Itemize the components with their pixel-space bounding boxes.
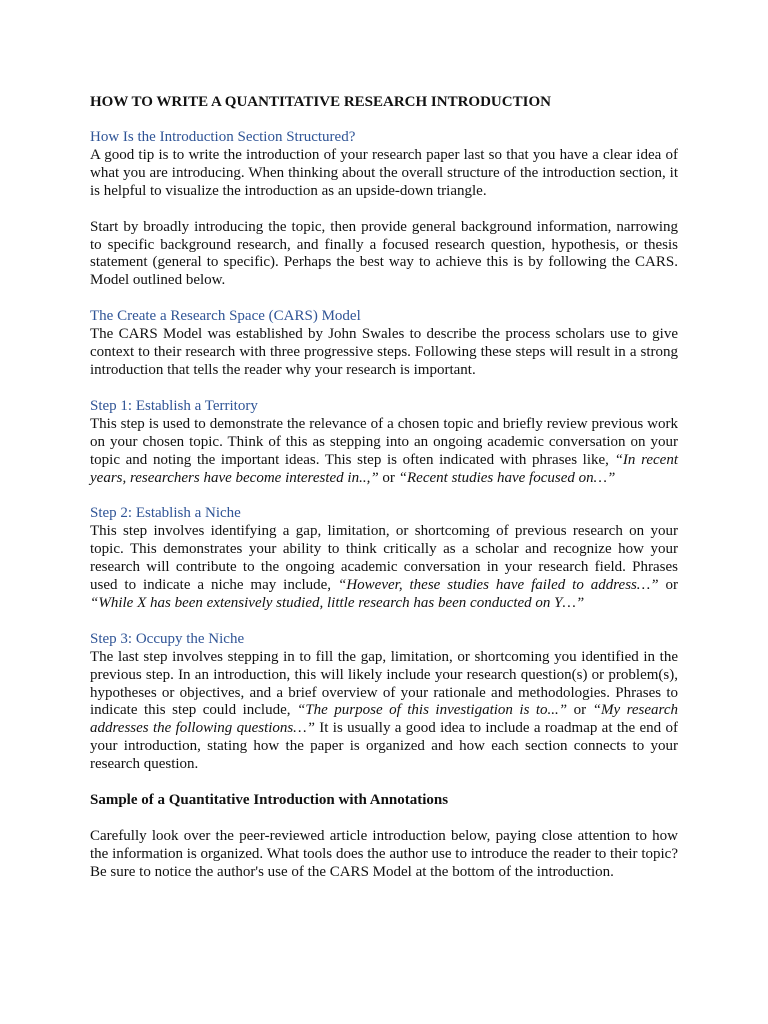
paragraph-structure-2: Start by broadly introducing the topic, then provide general background information, narrowing to specific background research, and finally a focused research question, hypothesis, or thesis statement (general to specific). Perhaps the best way to achieve this is by following the CARS. Model outlined below. [90, 218, 678, 289]
section-heading-structure: How Is the Introduction Section Structured? [90, 129, 356, 145]
paragraph-step3 [90, 649, 678, 774]
step3-text-c: It is usually a good idea to include a roadmap at the end of your introduction, stating how the paper is organized and how each section connects to your research question. [90, 720, 678, 773]
step2-quote-2: “While X has been extensively studied, little research has been conducted on Y…” [90, 594, 585, 611]
step3-quote-2: “My research addresses the following questions…” [90, 702, 678, 737]
paragraph-structure-1: A good tip is to write the introduction of your research paper last so that you have a clear idea of what you are introducing. When thinking about the overall structure of the introduction section, it is helpful to visualize the introduction as an upside-down triangle. [90, 146, 678, 199]
step3-quote-1: “The purpose of this investigation is to...” [296, 702, 568, 719]
paragraph-cars: The CARS Model was established by John Swales to describe the process scholars use to give context to their research with three progressive steps. Following these steps will result in a strong introduction that tells the reader why your research is important. [90, 326, 678, 378]
step2-text-b: or [658, 577, 678, 594]
step3-text-a: The last step involves stepping in to fill the gap, limitation, or shortcoming you identified in the previous step. In an introduction, this will likely include your research question(s) or problem(s), hypotheses or objectives, and a brief overview of your rationale and methodologies. Phrases to indicate this step could include, [90, 648, 678, 719]
step1-text-a: This step is used to demonstrate the relevance of a chosen topic and briefly review previous work on your chosen topic. Think of this as stepping into an ongoing academic conversation on your topic and noting the important ideas. This step is often indicated with phrases like, [90, 415, 678, 468]
step2-quote-1: “However, these studies have failed to address…” [338, 577, 659, 594]
paragraph-sample: Carefully look over the peer-reviewed article introduction below, paying close attention to how the information is organized. What tools does the author use to introduce the reader to their topic? Be sure to notice the author's use of the CARS Model at the bottom of the introduction. [90, 828, 678, 880]
paragraph-step1 [90, 416, 678, 488]
step1-text-b: or [378, 469, 399, 486]
section-heading-cars: The Create a Research Space (CARS) Model [90, 308, 361, 325]
step1-quote-2: “Recent studies have focused on…” [398, 469, 616, 486]
section-heading-step2: Step 2: Establish a Niche [90, 505, 241, 522]
step1-quote-1: “In recent years, researchers have become interested in..,” [90, 451, 678, 486]
page-title: HOW TO WRITE A QUANTITATIVE RESEARCH INTRODUCTION [90, 94, 551, 110]
section-heading-step3: Step 3: Occupy the Niche [90, 630, 245, 647]
section-heading-step1: Step 1: Establish a Territory [90, 397, 258, 414]
step3-text-b: or [567, 702, 593, 719]
paragraph-step2 [90, 523, 678, 613]
section-heading-sample: Sample of a Quantitative Introduction with Annotations [90, 792, 449, 809]
document-body [90, 93, 678, 900]
step2-text-a: This step involves identifying a gap, limitation, or shortcoming of previous research on your topic. This demonstrates your ability to think critically as a scholar and recognize how your research will contribute to the ongoing academic conversation in your research field. Phrases used to indicate a niche may include, [90, 523, 678, 594]
